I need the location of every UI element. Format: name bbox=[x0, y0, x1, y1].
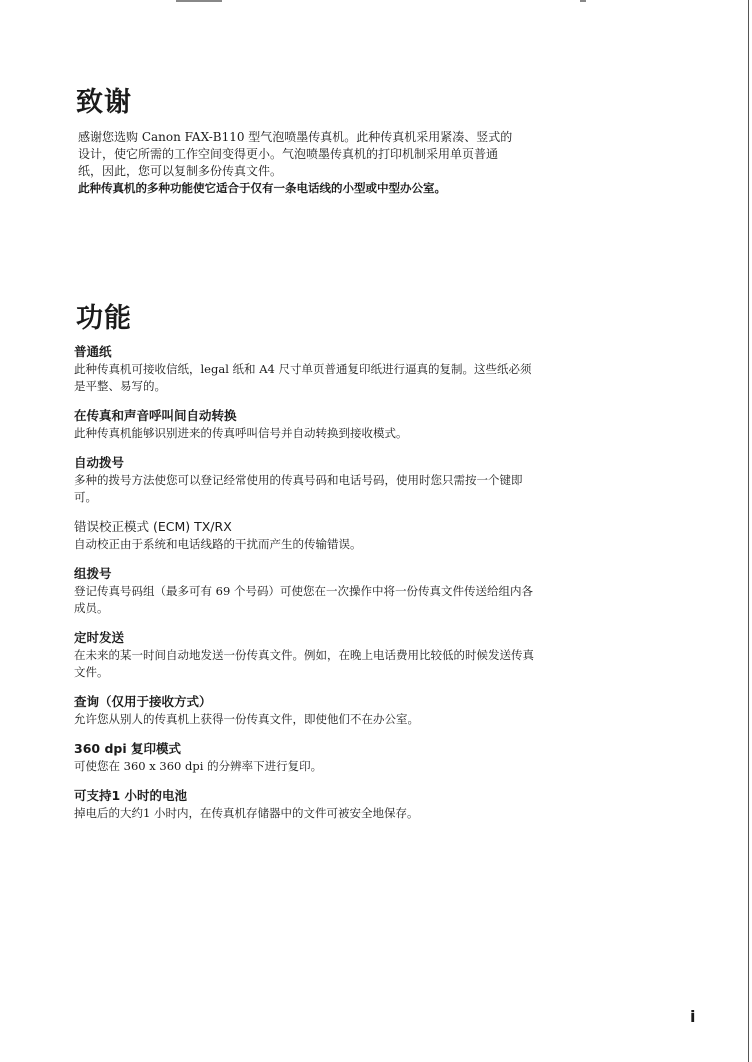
feature-desc: 此种传真机可接收信纸，legal 纸和 A4 尺寸单页普通复印纸进行逼真的复制。这些纸必须是平整、易写的。 bbox=[74, 362, 532, 393]
feature-desc: 在未来的某一时间自动地发送一份传真文件。例如，在晚上电话费用比较低的时候发送传真文件。 bbox=[74, 648, 534, 679]
feature-title: 错误校正模式 (ECM) TX/RX bbox=[74, 519, 232, 534]
feature-item bbox=[74, 565, 534, 617]
feature-title: 可支持1 小时的电池 bbox=[74, 788, 188, 803]
feature-desc: 掉电后的大约1 小时内，在传真机存储器中的文件可被安全地保存。 bbox=[74, 806, 419, 820]
feature-title: 360 dpi 复印模式 bbox=[74, 741, 181, 756]
feature-title: 自动拨号 bbox=[74, 455, 125, 470]
feature-title: 定时发送 bbox=[74, 630, 125, 645]
feature-desc: 多种的拨号方法使您可以登记经常使用的传真号码和电话号码，使用时您只需按一个键即可。 bbox=[74, 473, 523, 504]
feature-item bbox=[74, 454, 534, 506]
feature-title: 组拨号 bbox=[74, 566, 112, 581]
feature-desc: 自动校正由于系统和电话线路的干扰而产生的传输错误。 bbox=[74, 537, 362, 551]
feature-item bbox=[74, 740, 534, 775]
feature-item bbox=[74, 518, 534, 553]
feature-desc: 此种传真机能够识别进来的传真呼叫信号并自动转换到接收模式。 bbox=[74, 426, 408, 440]
feature-title: 普通纸 bbox=[74, 344, 112, 359]
feature-title: 在传真和声音呼叫间自动转换 bbox=[74, 408, 237, 423]
features-heading: 功能 bbox=[76, 303, 132, 334]
feature-item bbox=[74, 343, 534, 395]
acknowledgement-heading: 致谢 bbox=[76, 87, 132, 118]
feature-desc: 登记传真号码组（最多可有 69 个号码）可使您在一次操作中将一份传真文件传送给组内各成员。 bbox=[74, 584, 533, 615]
feature-desc: 允许您从别人的传真机上获得一份传真文件，即使他们不在办公室。 bbox=[74, 712, 419, 726]
feature-item bbox=[74, 629, 534, 681]
scan-edge-line bbox=[748, 0, 749, 1062]
feature-item bbox=[74, 787, 534, 822]
scan-mark bbox=[176, 0, 222, 2]
feature-title: 查询（仅用于接收方式） bbox=[74, 694, 212, 709]
feature-item bbox=[74, 407, 534, 442]
page-number: i bbox=[690, 1007, 696, 1026]
feature-desc: 可使您在 360 x 360 dpi 的分辨率下进行复印。 bbox=[74, 759, 323, 773]
scan-mark bbox=[580, 0, 586, 2]
features-list bbox=[74, 343, 534, 834]
feature-item bbox=[74, 693, 534, 728]
acknowledgement-bold-line: 此种传真机的多种功能使它适合于仅有一条电话线的小型或中型办公室。 bbox=[78, 181, 446, 195]
acknowledgement-paragraph: 感谢您选购 Canon FAX-B110 型气泡喷墨传真机。此种传真机采用紧凑、竖式的设计，使它所需的工作空间变得更小。气泡喷墨传真机的打印机制采用单页普通纸，因此，您可以复制多份传真文件。 bbox=[78, 130, 513, 178]
acknowledgement-body bbox=[78, 129, 518, 197]
